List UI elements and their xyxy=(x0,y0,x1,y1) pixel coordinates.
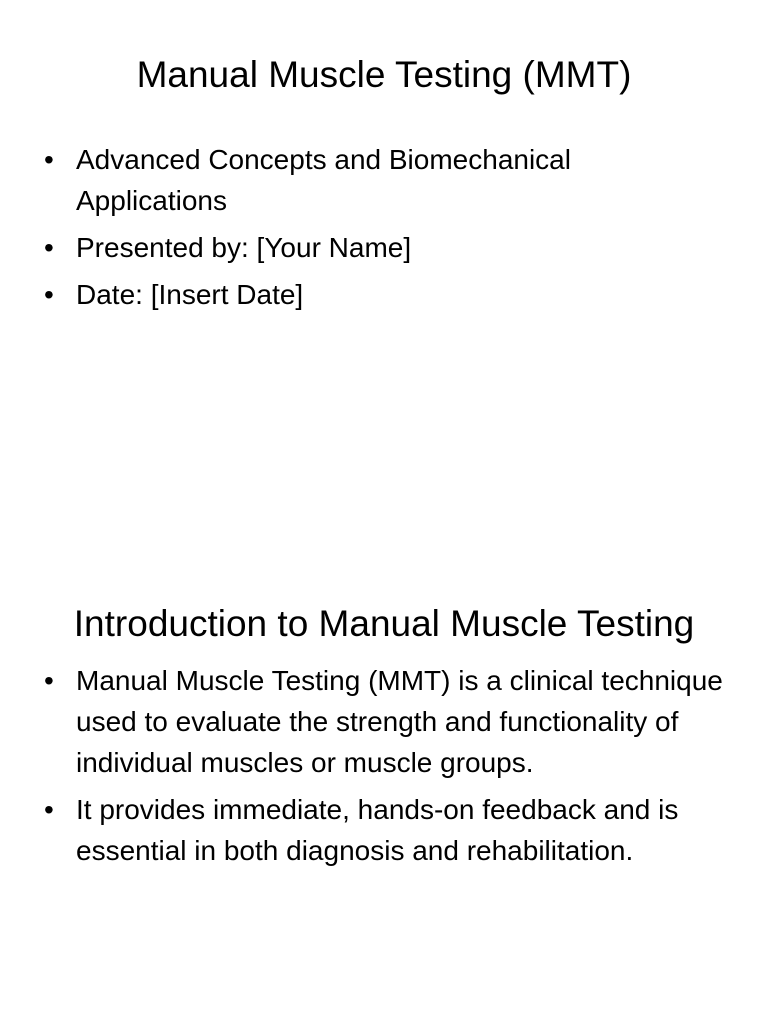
bullet-icon: • xyxy=(44,232,54,263)
bullet-icon: • xyxy=(44,665,54,696)
bullet-icon: • xyxy=(44,144,54,175)
bullet-icon: • xyxy=(44,794,54,825)
list-item xyxy=(44,227,728,268)
bullet-text: Date: [Insert Date] xyxy=(76,279,304,310)
bullet-list xyxy=(0,139,768,315)
bullet-text: Advanced Concepts and Biomechanical Applications xyxy=(76,144,571,216)
bullet-text: Manual Muscle Testing (MMT) is a clinical technique used to evaluate the strength and functionality of individual muscles or muscle groups. xyxy=(76,665,723,778)
bullet-text: It provides immediate, hands-on feedback and is essential in both diagnosis and rehabilitation. xyxy=(76,794,679,866)
slide-title: Manual Muscle Testing (MMT) xyxy=(136,54,632,95)
slide-introduction xyxy=(0,576,768,1024)
bullet-icon: • xyxy=(44,279,54,310)
bullet-text: Presented by: [Your Name] xyxy=(76,232,412,263)
list-item xyxy=(44,660,728,783)
slide-title: Introduction to Manual Muscle Testing xyxy=(73,603,695,644)
list-item xyxy=(44,789,728,871)
list-item xyxy=(44,274,728,315)
list-item xyxy=(44,139,728,221)
bullet-list xyxy=(0,660,768,871)
